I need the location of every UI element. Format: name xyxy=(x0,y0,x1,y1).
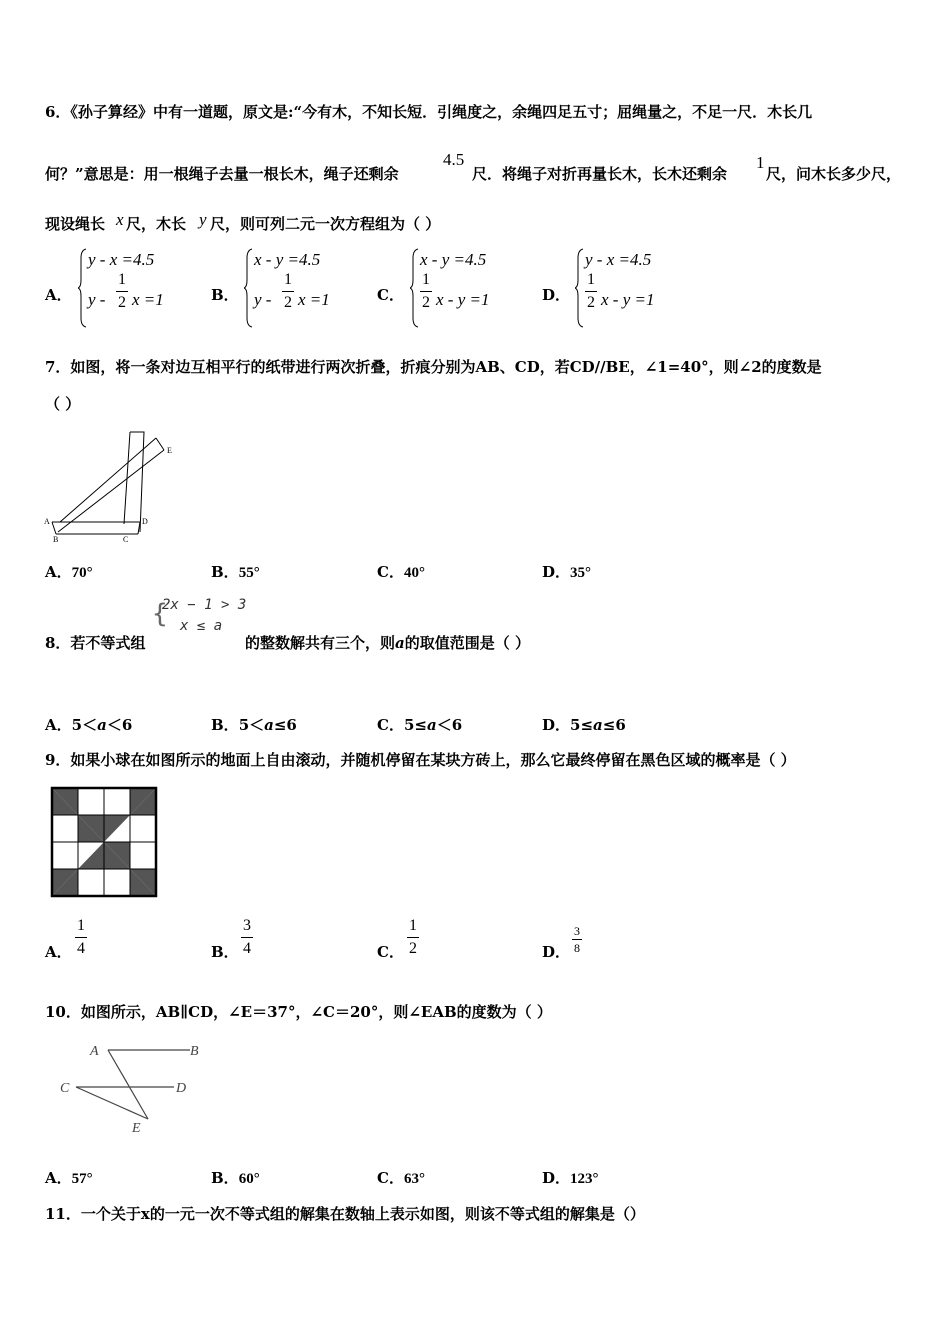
q8-option-p1: 5＜ xyxy=(71,716,98,734)
q8-option-label: D． xyxy=(542,716,571,734)
q7-option-label: B． xyxy=(211,563,239,581)
q7-option-text: 35° xyxy=(570,565,592,581)
q9-black-triangle xyxy=(78,842,104,869)
q6-brace-icon xyxy=(410,248,420,328)
q7-label-d: D xyxy=(142,517,148,526)
fraction-numerator: 3 xyxy=(574,924,580,938)
q10-option-label: B． xyxy=(211,1169,239,1187)
q6-brace-icon xyxy=(575,248,585,328)
fraction-numerator: 1 xyxy=(587,271,595,288)
fraction-numerator: 3 xyxy=(243,917,251,934)
q9-option-label: B． xyxy=(211,943,239,961)
q8-option-a: a xyxy=(426,716,437,734)
q8-stem-pre: 8．若不等式组 xyxy=(45,634,146,652)
q10-option-b[interactable] xyxy=(211,1168,260,1189)
q8-option-p1: 5≤ xyxy=(570,716,594,734)
q7-line1: 7．如图，将一条对边互相平行的纸带进行两次折叠，折痕分别为AB、CD，若CD//BE，∠1=40°，则∠2的度数是 xyxy=(45,358,822,376)
q6-line3b: 尺，木长 xyxy=(126,215,187,233)
fraction-numerator: 1 xyxy=(422,271,430,288)
q6-equation-2-fraction xyxy=(282,270,294,313)
q8-option-b[interactable] xyxy=(211,715,297,735)
q8-option-label: A． xyxy=(45,716,72,734)
q10-line1: 10．如图所示，AB∥CD，∠E＝37°，∠C＝20°，则∠EAB的度数为（ ） xyxy=(45,1003,552,1021)
q9-option-d[interactable] xyxy=(542,924,580,962)
fraction-bar xyxy=(407,937,419,938)
q10-option-text: 60° xyxy=(238,1171,260,1187)
q8-option-a: a xyxy=(593,716,603,734)
q6-line1: 6．《孙子算经》中有一道题，原文是:“今有木，不知长短．引绳度之，余绳四足五寸；屈绳量之，不足一尺．木长几 xyxy=(45,103,813,121)
q7-line2: （ ） xyxy=(45,395,81,413)
fraction-denominator: 4 xyxy=(243,940,251,957)
q8-option-d[interactable] xyxy=(542,715,626,735)
q8-option-p2: ≤6 xyxy=(273,716,297,734)
fraction-numerator: 1 xyxy=(409,917,417,934)
q6-option-d[interactable] xyxy=(542,246,702,328)
q10-option-text: 123° xyxy=(570,1171,599,1187)
q9-option-fraction xyxy=(407,916,419,959)
q7-fold-ab xyxy=(52,522,56,534)
q8-ineq1: 2x − 1 > 3 xyxy=(162,597,247,613)
q6-equation-2-suffix: x - y =1 xyxy=(601,290,655,309)
fraction-bar xyxy=(75,937,87,938)
fraction-bar xyxy=(241,937,253,938)
q6-option-b[interactable] xyxy=(211,246,371,328)
q6-equation-2-suffix: x =1 xyxy=(132,290,164,309)
fraction-denominator: 2 xyxy=(118,294,126,311)
fraction-numerator: 1 xyxy=(118,271,126,288)
q10-option-d[interactable] xyxy=(542,1168,599,1189)
q7-label-c: C xyxy=(123,535,129,544)
q8-option-p1: 5≤ xyxy=(403,716,427,734)
q10-line-ce xyxy=(76,1087,148,1119)
q7-strip-diag-end xyxy=(156,438,164,450)
q7-strip-diag-lower xyxy=(58,450,164,532)
q8-post-b: 的取值范围是（ ） xyxy=(404,634,530,652)
fraction-denominator: 2 xyxy=(284,294,292,311)
q6-option-c[interactable] xyxy=(377,246,537,328)
q7-option-text: 40° xyxy=(403,565,425,581)
q7-label-b: B xyxy=(53,535,59,544)
q8-stem-post xyxy=(245,633,530,653)
fraction-denominator: 4 xyxy=(77,940,85,957)
q6-option-a[interactable] xyxy=(45,246,205,328)
q10-label-a: A xyxy=(90,1044,99,1059)
q6-equation-1: y - x =4.5 xyxy=(585,250,652,269)
fraction-numerator: 1 xyxy=(77,917,85,934)
q10-option-c[interactable] xyxy=(377,1168,425,1189)
q7-option-text: 55° xyxy=(238,565,260,581)
q9-option-label: D． xyxy=(542,943,571,961)
q6-brace-icon xyxy=(244,248,254,328)
q8-option-p2: ＜6 xyxy=(436,716,463,734)
q6-brace-icon xyxy=(78,248,88,328)
q6-option-label: A． xyxy=(45,286,72,304)
q8-option-p2: ＜6 xyxy=(106,716,133,734)
q6-equation-2-prefix: y - xyxy=(88,290,106,309)
q9-black-triangle xyxy=(104,815,130,842)
q10-option-label: D． xyxy=(542,1169,571,1187)
q9-option-label: A． xyxy=(45,943,72,961)
q9-option-fraction xyxy=(241,916,253,959)
fraction-denominator: 2 xyxy=(587,294,595,311)
q10-figure xyxy=(56,1038,216,1138)
q7-option-c[interactable] xyxy=(377,562,425,583)
q9-option-label: C． xyxy=(377,943,404,961)
fraction-denominator: 8 xyxy=(574,941,580,955)
q9-line1: 9．如果小球在如图所示的地面上自由滚动，并随机停留在某块方砖上，那么它最终停留在黑色区域的概率是（ ） xyxy=(45,751,796,769)
q8-option-label: C． xyxy=(377,716,404,734)
q7-option-text: 70° xyxy=(71,565,93,581)
q6-option-label: C． xyxy=(377,286,404,304)
q10-label-c: C xyxy=(60,1081,70,1096)
q8-brace: { xyxy=(152,599,168,629)
q8-option-p2: ≤6 xyxy=(602,716,626,734)
q9-option-fraction xyxy=(572,924,582,955)
q6-value-1: 1 xyxy=(756,153,765,172)
q6-line3a: 现设绳长 xyxy=(45,215,106,233)
q10-line-ae xyxy=(108,1050,148,1119)
fraction-denominator: 2 xyxy=(422,294,430,311)
fraction-bar xyxy=(585,291,597,292)
q8-option-p1: 5＜ xyxy=(238,716,265,734)
q10-option-a[interactable] xyxy=(45,1168,93,1189)
q7-label-e: E xyxy=(167,446,172,455)
q7-figure xyxy=(44,428,184,546)
q7-option-label: D． xyxy=(542,563,571,581)
fraction-bar xyxy=(420,291,432,292)
q6-var-y: y xyxy=(199,210,207,229)
q6-equation-2-suffix: x - y =1 xyxy=(436,290,490,309)
q8-option-c[interactable] xyxy=(377,715,462,735)
q6-equation-2-fraction xyxy=(420,270,432,313)
q6-equation-1: x - y =4.5 xyxy=(420,250,487,269)
q6-equation-1: x - y =4.5 xyxy=(254,250,321,269)
q9-option-b[interactable] xyxy=(211,917,251,962)
fraction-bar xyxy=(116,291,128,292)
q10-option-label: A． xyxy=(45,1169,72,1187)
q9-tile-grid xyxy=(50,786,158,898)
q9-option-c[interactable] xyxy=(377,917,417,962)
q8-ineq2: x ≤ a xyxy=(180,618,223,634)
q6-equation-2-prefix: y - xyxy=(254,290,272,309)
q8-option-label: B． xyxy=(211,716,239,734)
q6-value-4-5: 4.5 xyxy=(443,150,465,169)
q8-option-a: a xyxy=(97,716,107,734)
q6-line2b: 尺．将绳子对折再量长木，长木还剩余 xyxy=(472,165,728,183)
q9-option-fraction xyxy=(75,916,87,959)
q6-equation-2-fraction xyxy=(585,270,597,313)
q7-option-label: A． xyxy=(45,563,72,581)
q10-label-d: D xyxy=(176,1081,187,1096)
q8-option-a[interactable] xyxy=(45,715,132,735)
q6-equation-2-fraction xyxy=(116,270,128,313)
q6-line2a: 何？”意思是：用一根绳子去量一根长木，绳子还剩余 xyxy=(45,165,399,183)
q7-option-b[interactable] xyxy=(211,562,260,583)
q8-var-a: a xyxy=(395,634,405,652)
fraction-numerator: 1 xyxy=(284,271,292,288)
q6-equation-2-suffix: x =1 xyxy=(298,290,330,309)
q9-option-a[interactable] xyxy=(45,917,85,962)
q6-line2c: 尺，问木长多少尺， xyxy=(766,165,902,183)
q6-option-label: B． xyxy=(211,286,239,304)
q6-option-label: D． xyxy=(542,286,571,304)
q10-option-text: 57° xyxy=(71,1171,93,1187)
fraction-bar xyxy=(572,939,582,940)
q7-option-a[interactable] xyxy=(45,562,93,583)
q6-equation-1: y - x =4.5 xyxy=(88,250,155,269)
q7-label-a: A xyxy=(44,517,50,526)
q6-var-x: x xyxy=(116,210,124,229)
q8-post-a: 的整数解共有三个，则 xyxy=(245,634,396,652)
q10-label-e: E xyxy=(132,1121,141,1136)
fraction-bar xyxy=(282,291,294,292)
fraction-denominator: 2 xyxy=(409,940,417,957)
q11-line1: 11．一个关于x的一元一次不等式组的解集在数轴上表示如图，则该不等式组的解集是（） xyxy=(45,1205,645,1223)
q6-line3c: 尺，则可列二元一次方程组为（ ） xyxy=(210,215,441,233)
q8-option-a: a xyxy=(264,716,274,734)
q7-option-label: C． xyxy=(377,563,404,581)
q10-option-label: C． xyxy=(377,1169,404,1187)
q10-label-b: B xyxy=(190,1044,199,1059)
q7-option-d[interactable] xyxy=(542,562,591,583)
q10-option-text: 63° xyxy=(403,1171,425,1187)
